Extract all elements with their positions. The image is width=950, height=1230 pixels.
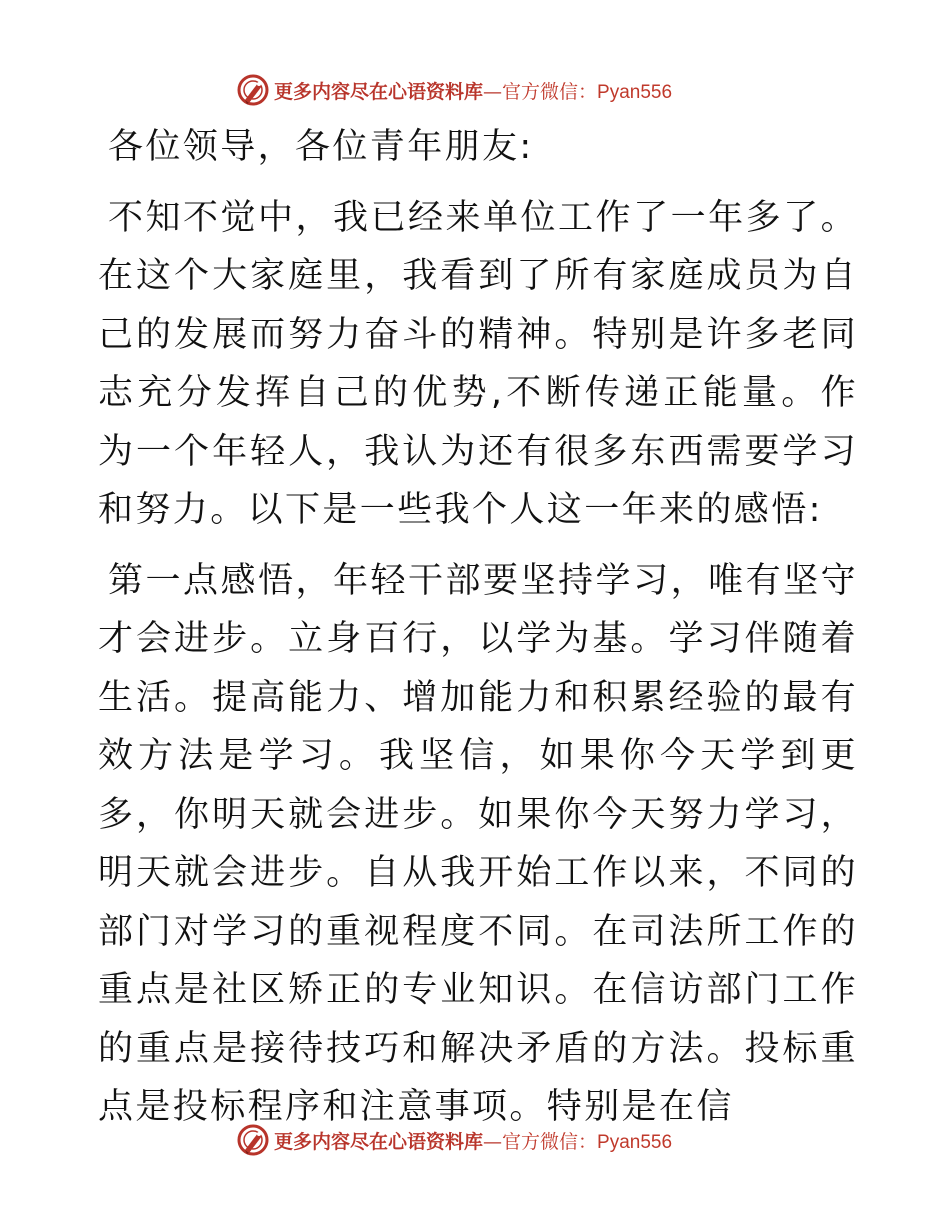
watermark-separator: — [483,1130,503,1153]
watermark-id: Pyan556 [597,81,673,103]
watermark-label: 官方微信： [502,80,598,103]
watermark-main-text: 更多内容尽在心语资料库 [274,80,484,103]
pen-logo-icon [236,73,270,107]
watermark-text [274,1127,672,1154]
watermark-label: 官方微信： [502,1130,598,1153]
watermark-text [274,77,672,104]
document-body [98,118,858,1149]
paragraph-1: 不知不觉中，我已经来单位工作了一年多了。在这个大家庭里，我看到了所有家庭成员为自己的发展而努力奋斗的精神。特别是许多老同志充分发挥自己的优势,不断传递正能量。作为一个年轻人，我认为还有很多东西需要学习和努力。以下是一些我个人这一年来的感悟: [98,197,858,530]
pen-logo-icon [236,1123,270,1157]
watermark-separator: — [483,80,503,103]
watermark-main-text: 更多内容尽在心语资料库 [274,1130,484,1153]
footer-watermark [236,1122,672,1158]
header-watermark [236,72,672,108]
watermark-id: Pyan556 [597,1131,673,1153]
greeting: 各位领导，各位青年朋友: [108,127,534,167]
paragraph-2: 第一点感悟，年轻干部要坚持学习，唯有坚守才会进步。立身百行，以学为基。学习伴随着生活。提高能力、增加能力和积累经验的最有效方法是学习。我坚信，如果你今天学到更多，你明天就会进步。如果你今天努力学习，明天就会进步。自从我开始工作以来，不同的部门对学习的重视程度不同。在司法所工作的重点是社区矫正的专业知识。在信访部门工作的重点是接待技巧和解决矛盾的方法。投标重点是投标程序和注意事项。特别是在信 [98,560,858,1127]
